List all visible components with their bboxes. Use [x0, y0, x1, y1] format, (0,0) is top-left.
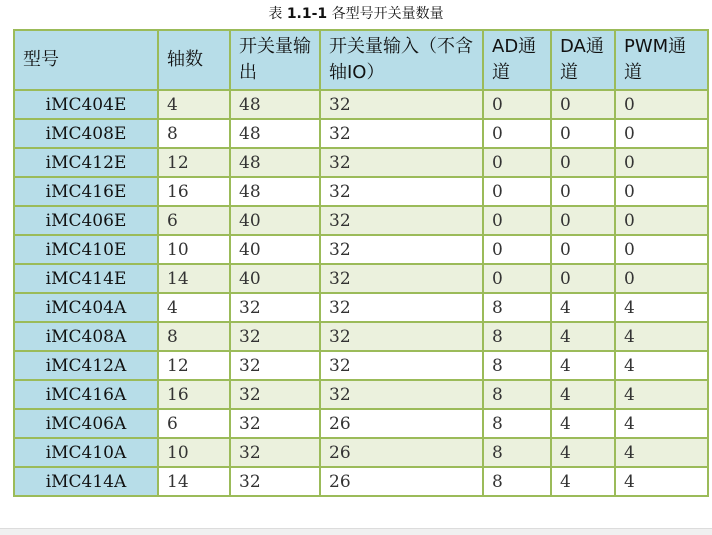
- io-count-table: [13, 29, 709, 497]
- cell-da-channels: 4: [551, 322, 615, 351]
- cell-digital-input: 26: [320, 467, 483, 496]
- cell-digital-input: 32: [320, 293, 483, 322]
- cell-da-channels: 0: [551, 206, 615, 235]
- table-row: [14, 293, 708, 322]
- cell-pwm-channels: 0: [615, 90, 708, 119]
- cell-da-channels: 0: [551, 177, 615, 206]
- table-row: [14, 264, 708, 293]
- cell-model: iMC414A: [14, 467, 158, 496]
- cell-pwm-channels: 0: [615, 177, 708, 206]
- table-row: [14, 467, 708, 496]
- cell-digital-output: 32: [230, 467, 320, 496]
- cell-model: iMC410E: [14, 235, 158, 264]
- cell-da-channels: 4: [551, 351, 615, 380]
- cell-digital-input: 32: [320, 322, 483, 351]
- cell-ad-channels: 0: [483, 264, 551, 293]
- cell-ad-channels: 0: [483, 119, 551, 148]
- cell-model: iMC412E: [14, 148, 158, 177]
- cell-digital-input: 32: [320, 206, 483, 235]
- cell-ad-channels: 8: [483, 351, 551, 380]
- table-row: [14, 409, 708, 438]
- header-axes: 轴数: [158, 30, 230, 90]
- header-digital-input: 开关量输入（不含轴IO）: [320, 30, 483, 90]
- cell-pwm-channels: 4: [615, 438, 708, 467]
- cell-da-channels: 4: [551, 380, 615, 409]
- header-row: [14, 30, 708, 90]
- cell-da-channels: 0: [551, 90, 615, 119]
- cell-digital-output: 32: [230, 351, 320, 380]
- cell-model: iMC414E: [14, 264, 158, 293]
- cell-da-channels: 4: [551, 438, 615, 467]
- cell-model: iMC412A: [14, 351, 158, 380]
- cell-digital-input: 26: [320, 438, 483, 467]
- cell-axes: 12: [158, 148, 230, 177]
- cell-ad-channels: 0: [483, 90, 551, 119]
- cell-da-channels: 4: [551, 409, 615, 438]
- cell-pwm-channels: 0: [615, 264, 708, 293]
- cell-axes: 8: [158, 119, 230, 148]
- cell-axes: 14: [158, 467, 230, 496]
- cell-axes: 10: [158, 235, 230, 264]
- cell-digital-input: 32: [320, 119, 483, 148]
- header-digital-output: 开关量输出: [230, 30, 320, 90]
- cell-model: iMC404A: [14, 293, 158, 322]
- cell-model: iMC416A: [14, 380, 158, 409]
- cell-model: iMC416E: [14, 177, 158, 206]
- cell-digital-input: 26: [320, 409, 483, 438]
- cell-ad-channels: 8: [483, 380, 551, 409]
- cell-axes: 16: [158, 380, 230, 409]
- table-row: [14, 177, 708, 206]
- horizontal-scrollbar[interactable]: [0, 528, 712, 535]
- cell-da-channels: 0: [551, 235, 615, 264]
- cell-digital-output: 48: [230, 148, 320, 177]
- cell-digital-output: 32: [230, 380, 320, 409]
- cell-ad-channels: 8: [483, 467, 551, 496]
- cell-digital-output: 40: [230, 206, 320, 235]
- cell-pwm-channels: 4: [615, 380, 708, 409]
- cell-digital-input: 32: [320, 351, 483, 380]
- cell-model: iMC408A: [14, 322, 158, 351]
- cell-digital-input: 32: [320, 235, 483, 264]
- cell-axes: 6: [158, 206, 230, 235]
- cell-model: iMC406A: [14, 409, 158, 438]
- caption-text: 各型号开关量数量: [327, 6, 444, 22]
- table-row: [14, 148, 708, 177]
- cell-digital-input: 32: [320, 90, 483, 119]
- cell-digital-output: 48: [230, 177, 320, 206]
- cell-digital-input: 32: [320, 264, 483, 293]
- cell-axes: 10: [158, 438, 230, 467]
- cell-digital-output: 32: [230, 409, 320, 438]
- cell-model: iMC404E: [14, 90, 158, 119]
- cell-ad-channels: 8: [483, 293, 551, 322]
- cell-ad-channels: 0: [483, 206, 551, 235]
- cell-da-channels: 0: [551, 119, 615, 148]
- cell-model: iMC410A: [14, 438, 158, 467]
- table-row: [14, 438, 708, 467]
- cell-digital-output: 32: [230, 322, 320, 351]
- cell-digital-input: 32: [320, 177, 483, 206]
- table-row: [14, 380, 708, 409]
- cell-digital-output: 40: [230, 264, 320, 293]
- cell-digital-input: 32: [320, 380, 483, 409]
- cell-digital-output: 32: [230, 438, 320, 467]
- cell-ad-channels: 8: [483, 438, 551, 467]
- caption-prefix: 表: [268, 6, 287, 22]
- cell-da-channels: 4: [551, 467, 615, 496]
- cell-axes: 4: [158, 90, 230, 119]
- cell-axes: 16: [158, 177, 230, 206]
- cell-pwm-channels: 0: [615, 119, 708, 148]
- cell-da-channels: 0: [551, 148, 615, 177]
- cell-axes: 8: [158, 322, 230, 351]
- table-row: [14, 119, 708, 148]
- cell-pwm-channels: 4: [615, 322, 708, 351]
- table-row: [14, 90, 708, 119]
- cell-ad-channels: 0: [483, 235, 551, 264]
- cell-ad-channels: 8: [483, 409, 551, 438]
- cell-axes: 14: [158, 264, 230, 293]
- header-da-channels: DA通道: [551, 30, 615, 90]
- header-ad-channels: AD通道: [483, 30, 551, 90]
- caption-number: 1.1-1: [286, 6, 328, 22]
- cell-da-channels: 4: [551, 293, 615, 322]
- cell-pwm-channels: 0: [615, 235, 708, 264]
- cell-model: iMC406E: [14, 206, 158, 235]
- cell-ad-channels: 0: [483, 177, 551, 206]
- table-row: [14, 322, 708, 351]
- cell-pwm-channels: 4: [615, 293, 708, 322]
- cell-ad-channels: 0: [483, 148, 551, 177]
- cell-axes: 12: [158, 351, 230, 380]
- cell-ad-channels: 8: [483, 322, 551, 351]
- cell-axes: 6: [158, 409, 230, 438]
- header-model: 型号: [14, 30, 158, 90]
- table-row: [14, 351, 708, 380]
- cell-digital-output: 48: [230, 119, 320, 148]
- table-row: [14, 235, 708, 264]
- cell-digital-output: 32: [230, 293, 320, 322]
- table-caption: [0, 3, 712, 23]
- cell-model: iMC408E: [14, 119, 158, 148]
- cell-pwm-channels: 4: [615, 467, 708, 496]
- cell-pwm-channels: 4: [615, 409, 708, 438]
- table-row: [14, 206, 708, 235]
- cell-digital-input: 32: [320, 148, 483, 177]
- cell-pwm-channels: 0: [615, 206, 708, 235]
- cell-pwm-channels: 4: [615, 351, 708, 380]
- cell-pwm-channels: 0: [615, 148, 708, 177]
- header-pwm-channels: PWM通道: [615, 30, 708, 90]
- cell-digital-output: 48: [230, 90, 320, 119]
- cell-da-channels: 0: [551, 264, 615, 293]
- cell-axes: 4: [158, 293, 230, 322]
- cell-digital-output: 40: [230, 235, 320, 264]
